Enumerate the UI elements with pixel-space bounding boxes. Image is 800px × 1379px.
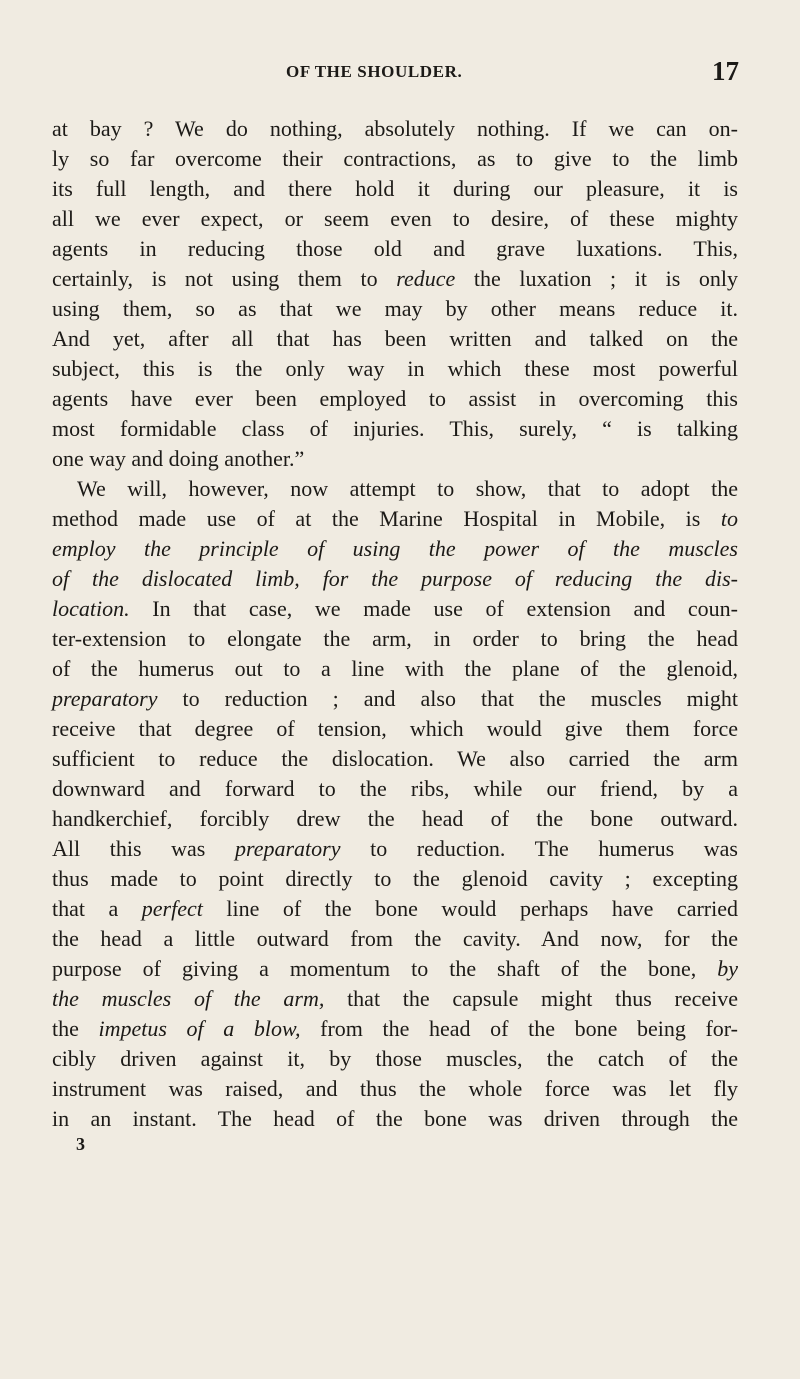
text-line: that a perfect line of the bone would perhaps have carried bbox=[52, 896, 738, 921]
text-line: all we ever expect, or seem even to desire, of these mighty bbox=[52, 206, 738, 231]
text-line: thus made to point directly to the glenoid cavity ; excepting bbox=[52, 866, 738, 891]
text-line: We will, however, now attempt to show, that to adopt the bbox=[77, 476, 738, 501]
text-line: in an instant. The head of the bone was driven through the bbox=[52, 1106, 738, 1131]
text-line: employ the principle of using the power of the muscles bbox=[52, 536, 738, 561]
text-line: sufficient to reduce the dislocation. We also carried the arm bbox=[52, 746, 738, 771]
text-line: most formidable class of injuries. This, surely, “ is talking bbox=[52, 416, 738, 441]
text-line: of the humerus out to a line with the plane of the glenoid, bbox=[52, 656, 738, 681]
text-line: method made use of at the Marine Hospital in Mobile, is to bbox=[52, 506, 738, 531]
text-line: of the dislocated limb, for the purpose of reducing the dis- bbox=[52, 566, 738, 591]
text-line: at bay ? We do nothing, absolutely nothing. If we can on- bbox=[52, 116, 738, 141]
text-line: preparatory to reduction ; and also that the muscles might bbox=[52, 686, 738, 711]
text-line: And yet, after all that has been written and talked on the bbox=[52, 326, 738, 351]
text-line: instrument was raised, and thus the whole force was let fly bbox=[52, 1076, 738, 1101]
text-line: cibly driven against it, by those muscles, the catch of the bbox=[52, 1046, 738, 1071]
text-line: purpose of giving a momentum to the shaft of the bone, by bbox=[52, 956, 738, 981]
text-line: the muscles of the arm, that the capsule might thus receive bbox=[52, 986, 738, 1011]
text-line: using them, so as that we may by other means reduce it. bbox=[52, 296, 738, 321]
text-line: All this was preparatory to reduction. The humerus was bbox=[52, 836, 738, 861]
text-line: its full length, and there hold it during our pleasure, it is bbox=[52, 176, 738, 201]
text-line: handkerchief, forcibly drew the head of the bone outward. bbox=[52, 806, 738, 831]
text-line: receive that degree of tension, which would give them force bbox=[52, 716, 738, 741]
text-line: downward and forward to the ribs, while our friend, by a bbox=[52, 776, 738, 801]
text-line: the head a little outward from the cavity. And now, for the bbox=[52, 926, 738, 951]
text-line: the impetus of a blow, from the head of the bone being for- bbox=[52, 1016, 738, 1041]
text-line: one way and doing another.” bbox=[52, 446, 305, 471]
page-number: 17 bbox=[712, 56, 739, 86]
text-line: agents have ever been employed to assist in overcoming this bbox=[52, 386, 738, 411]
running-title: OF THE SHOULDER. bbox=[286, 62, 463, 81]
text-line: ly so far overcome their contractions, as to give to the limb bbox=[52, 146, 738, 171]
signature-mark: 3 bbox=[76, 1134, 85, 1154]
text-line: agents in reducing those old and grave luxations. This, bbox=[52, 236, 738, 261]
text-line: ter-extension to elongate the arm, in order to bring the head bbox=[52, 626, 738, 651]
text-line: certainly, is not using them to reduce the luxation ; it is only bbox=[52, 266, 738, 291]
text-line: subject, this is the only way in which these most powerful bbox=[52, 356, 738, 381]
text-line: location. In that case, we made use of extension and coun- bbox=[52, 596, 738, 621]
